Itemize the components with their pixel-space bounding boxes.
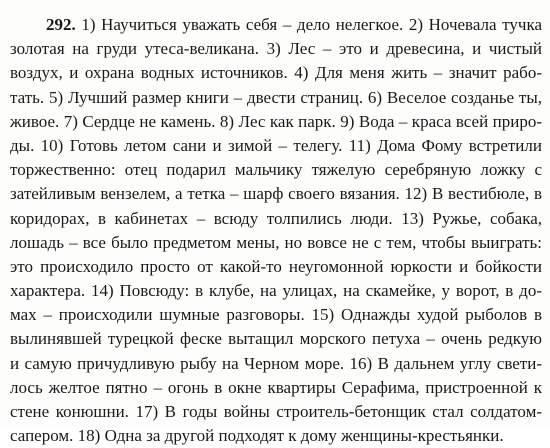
- text-line-2: золотая на груди утеса-великана. 3) Лес – это и древесина, и чистый: [10, 39, 542, 59]
- text-line-3: воздух, и охрана водных источников. 4) Для меня жить – значит рабо-: [10, 63, 542, 83]
- text-line-12: характера. 14) Повсюду: в клубе, на улицах, на скамейке, у ворот, в до-: [10, 281, 542, 301]
- text-line-6: ды. 10) Готовь летом сани и зимой – телегу. 11) Дома Фому встретили: [10, 135, 542, 155]
- text-line-8: затейливым вензелем, а тетка – шарф своего вязания. 12) В вестибюле, в: [10, 184, 542, 204]
- text-line-10: лошадь – все было предметом мены, но вовсе не с тем, чтобы выиграть:: [10, 232, 542, 252]
- text-line-5: живое. 7) Сердце не камень. 8) Лес как парк. 9) Вода – краса всей приро-: [10, 111, 542, 131]
- text-line-14: вылинявшей турецкой феске вытащил морского петуха – очень редкую: [10, 329, 542, 349]
- text-line-1: [10, 13, 542, 37]
- text-line-17: стене конюшни. 17) В годы войны строитель-бетонщик стал солдатом-: [10, 402, 542, 421]
- text-line-18: сапером. 18) Одна за другой подходят к дому женщины-крестьянки.: [10, 426, 504, 446]
- text-line-13: мах – происходили шумные разговоры. 15) Однажды худой рыболов в: [10, 305, 542, 325]
- exercise-text: [10, 13, 542, 448]
- text-line-11: это происходило просто от какой-то неугомонной юркости и бойкости: [10, 256, 542, 276]
- text-line-9: коридорах, в кабинетах – всюду толпились люди. 13) Ружье, собака,: [10, 208, 542, 228]
- text-line-15: и самую причудливую рыбу на Черном море. 16) В дальнем углу свети-: [10, 353, 542, 373]
- exercise-number: 292.: [46, 15, 76, 34]
- text-line-1-content: 1) Научиться уважать себя – дело нелегкое. 2) Ночевала тучка: [75, 15, 542, 34]
- text-line-7: торжественно: отец подарил мальчику тяжелую серебряную ложку с: [10, 160, 542, 180]
- text-line-16: лось желтое пятно – огонь в окне квартиры Серафима, пристроенной к: [10, 377, 542, 397]
- text-line-4: тать. 5) Лучший размер книги – двести страниц. 6) Веселое созданье ты,: [10, 87, 542, 107]
